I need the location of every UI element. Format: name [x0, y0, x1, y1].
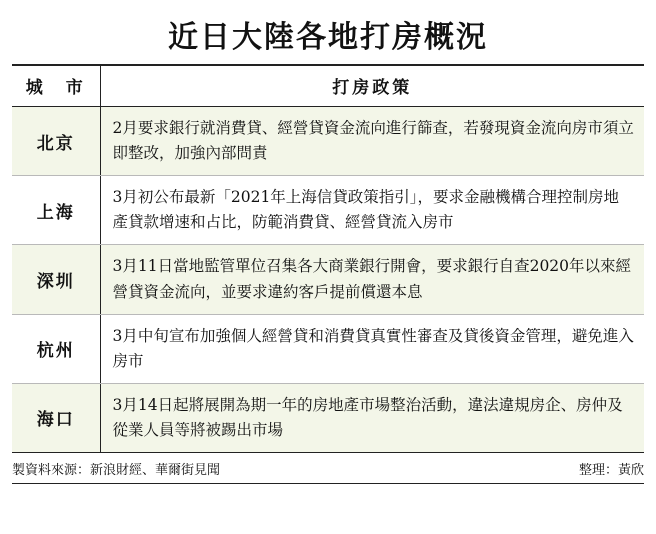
table-row: [12, 314, 644, 383]
page-title: 近日大陸各地打房概況: [168, 20, 488, 55]
footer: [12, 459, 644, 478]
title-bar: [12, 10, 644, 58]
policy-table-container: [12, 64, 644, 453]
source-note: 製資料來源：新浪財經、華爾街見聞: [12, 463, 221, 479]
cell-policy: 3月11日當地監管單位召集各大商業銀行開會，要求銀行自查2020年以來經營貸資金流向，並要求違約客戶提前償還本息: [100, 245, 644, 314]
policy-table: [12, 66, 644, 452]
cell-city: 上海: [12, 176, 100, 245]
column-header-policy: 打房政策: [100, 66, 644, 107]
cell-city: 深圳: [12, 245, 100, 314]
cell-city: 北京: [12, 107, 100, 176]
table-row: [12, 107, 644, 176]
column-header-city: 城 市: [12, 66, 100, 107]
cell-policy: 2月要求銀行就消費貸、經營貸資金流向進行篩查，若發現資金流向房市須立即整改，加強內部問責: [100, 107, 644, 176]
table-header-row: [12, 66, 644, 107]
cell-city: 海口: [12, 383, 100, 452]
cell-policy: 3月14日起將展開為期一年的房地產市場整治活動，違法違規房企、房仲及從業人員等將被踢出市場: [100, 383, 644, 452]
editor-note: 整理：黃欣: [578, 463, 644, 479]
cell-policy: 3月初公布最新「2021年上海信貸政策指引」，要求金融機構合理控制房地產貸款增速和占比，防範消費貸、經營貸流入房市: [100, 176, 644, 245]
table-row: [12, 176, 644, 245]
table-body: [12, 107, 644, 453]
cell-city: 杭州: [12, 314, 100, 383]
table-header: [12, 66, 644, 107]
cell-policy: 3月中旬宣布加強個人經營貸和消費貸真實性審查及貸後資金管理，避免進入房市: [100, 314, 644, 383]
table-row: [12, 245, 644, 314]
infographic-page: [0, 10, 656, 534]
bottom-divider: [12, 483, 644, 484]
table-row: [12, 383, 644, 452]
